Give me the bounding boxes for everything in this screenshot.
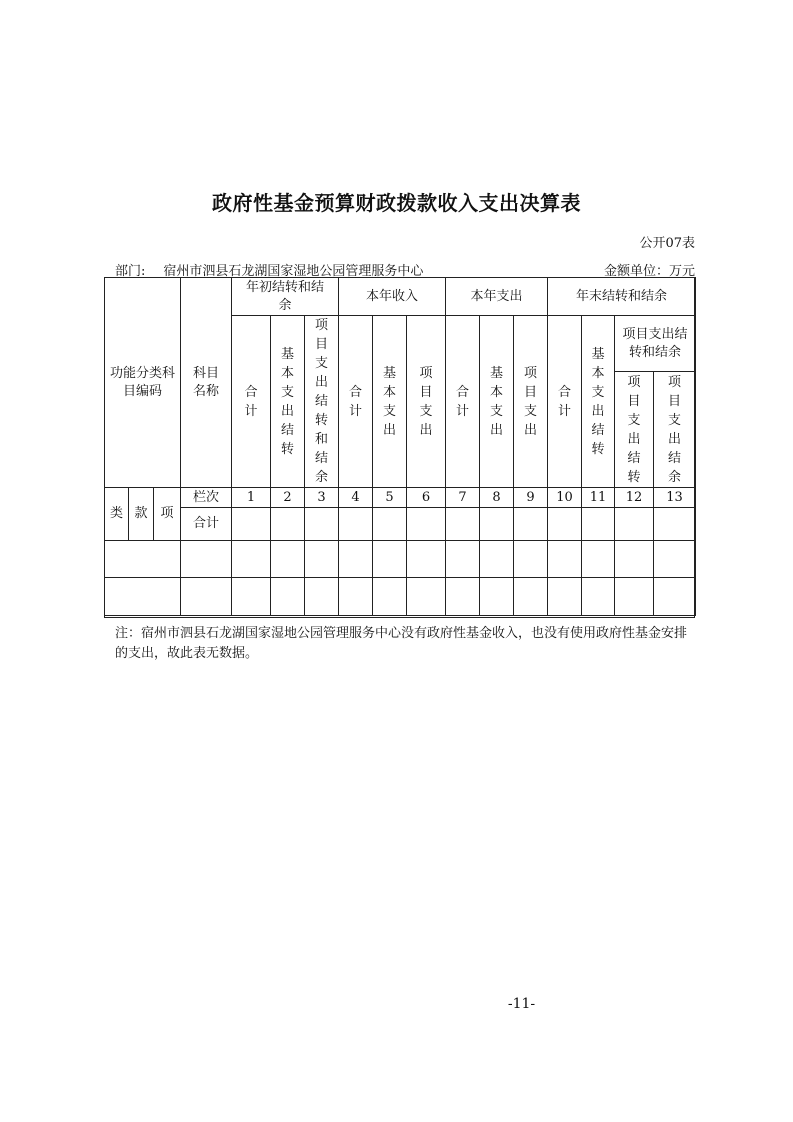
col-num-10: 10 (548, 488, 582, 508)
table-row (105, 508, 696, 541)
table-note: 注：宿州市泗县石龙湖国家湿地公园管理服务中心没有政府性基金收入，也没有使用政府性基金安排的支出，故此表无数据。 (115, 626, 688, 661)
col-num-12: 12 (615, 488, 654, 508)
col-num-13: 13 (654, 488, 696, 508)
header-end-basic-carry: 基本支出结转 (582, 316, 615, 488)
col-num-6: 6 (407, 488, 446, 508)
table-row (105, 578, 696, 616)
budget-table (104, 277, 696, 616)
amount-unit: 金额单位：万元 (603, 264, 695, 279)
col-num-3: 3 (305, 488, 339, 508)
header-expense-basic: 基本支出 (480, 316, 514, 488)
header-begin-basic-carry: 基本支出结转 (271, 316, 305, 488)
col-num-7: 7 (446, 488, 480, 508)
page-number: -11- (507, 996, 536, 1012)
header-income-project: 项目支出 (407, 316, 446, 488)
col-num-11: 11 (582, 488, 615, 508)
header-end-project-group: 项目支出结转和结余 (615, 316, 696, 372)
label-lanci: 栏次 (181, 488, 232, 508)
header-begin-total: 合计 (232, 316, 271, 488)
header-income-total: 合计 (339, 316, 373, 488)
page-title: 政府性基金预算财政拨款收入支出决算表 (212, 191, 581, 215)
table-number: 公开07表 (639, 236, 695, 251)
header-year-income: 本年收入 (339, 278, 446, 316)
header-end-project-surplus: 项目支出结余 (654, 372, 696, 488)
header-end-balance: 年末结转和结余 (548, 278, 696, 316)
col-num-2: 2 (271, 488, 305, 508)
label-kuan: 款 (129, 488, 154, 541)
col-num-5: 5 (373, 488, 407, 508)
header-expense-total: 合计 (446, 316, 480, 488)
header-subject-name: 科目名称 (181, 278, 232, 488)
label-xiang: 项 (154, 488, 181, 541)
label-lei: 类 (105, 488, 129, 541)
header-begin-balance: 年初结转和结余 (232, 278, 339, 316)
col-num-9: 9 (514, 488, 548, 508)
header-end-total: 合计 (548, 316, 582, 488)
header-year-expense: 本年支出 (446, 278, 548, 316)
col-num-8: 8 (480, 488, 514, 508)
table-row (105, 541, 696, 578)
col-num-1: 1 (232, 488, 271, 508)
table-row (105, 488, 696, 508)
col-num-4: 4 (339, 488, 373, 508)
header-income-basic: 基本支出 (373, 316, 407, 488)
department-label: 部门: (115, 264, 146, 279)
header-begin-project: 项目支出结转和结余 (305, 316, 339, 488)
department-name: 宿州市泗县石龙湖国家湿地公园管理服务中心 (163, 264, 424, 279)
header-expense-project: 项目支出 (514, 316, 548, 488)
header-end-project-carry: 项目支出结转 (615, 372, 654, 488)
label-heji: 合计 (181, 508, 232, 541)
header-func-code: 功能分类科目编码 (105, 278, 181, 488)
